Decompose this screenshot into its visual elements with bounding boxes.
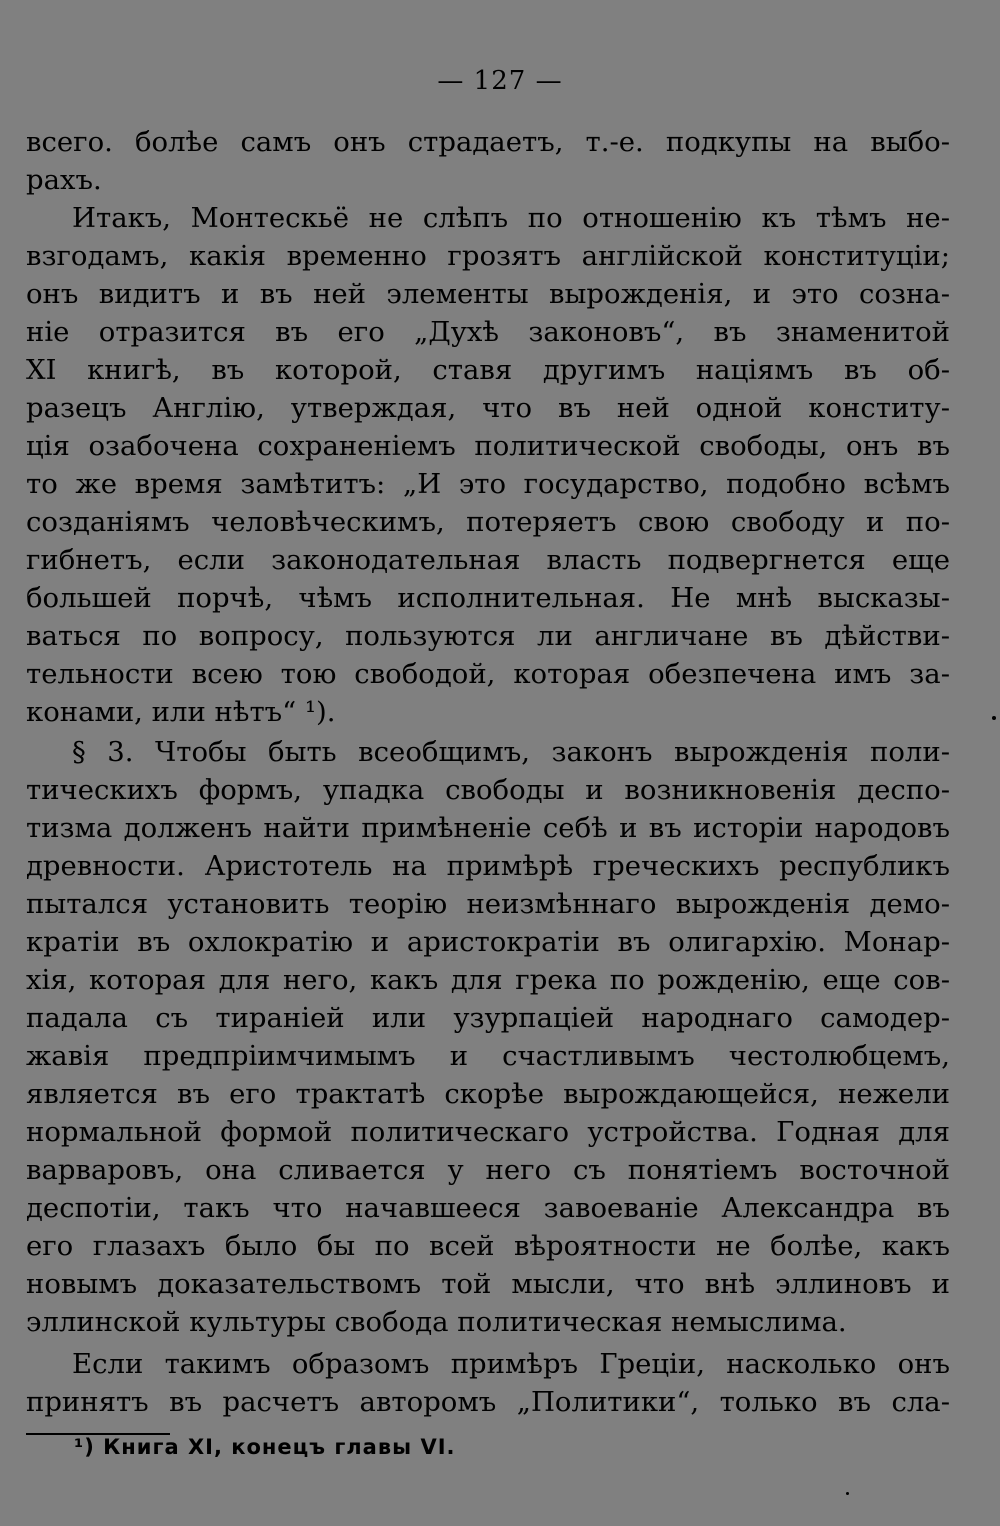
text-line: то же время замѣтитъ: „И это государство, подобно всѣмъ	[26, 468, 950, 500]
footnote: ¹) Книга XI, конецъ главы VI.	[74, 1435, 456, 1459]
text-line: жавія предпріимчимымъ и счастливымъ честолюбцемъ,	[26, 1040, 950, 1072]
text-line: созданіямъ человѣческимъ, потеряетъ свою свободу и по-	[26, 506, 950, 538]
scan-speck	[992, 716, 996, 720]
text-line: гибнетъ, если законодательная власть подвергнется еще	[26, 544, 950, 576]
text-line: является въ его трактатѣ скорѣе вырождающейся, нежели	[26, 1078, 950, 1110]
text-line: падала съ тираніей или узурпаціей народнаго самодер-	[26, 1002, 950, 1034]
text-line: тизма долженъ найти примѣненіе себѣ и въ исторіи народовъ	[26, 812, 950, 844]
text-line: тельности всею тою свободой, которая обезпечена имъ за-	[26, 658, 950, 690]
text-line: деспотіи, такъ что начавшееся завоеваніе Александра въ	[26, 1192, 950, 1224]
text-line: нормальной формой политическаго устройства. Годная для	[26, 1116, 950, 1148]
text-line: конами, или нѣтъ“ ¹).	[26, 696, 336, 728]
text-line: § 3. Чтобы быть всеобщимъ, законъ вырожденія поли-	[72, 736, 950, 768]
text-line: ція озабочена сохраненіемъ политической свободы, онъ въ	[26, 430, 950, 462]
text-line: XI книгѣ, въ которой, ставя другимъ націямъ въ об-	[26, 354, 950, 386]
text-line: хія, которая для него, какъ для грека по рожденію, еще сов-	[26, 964, 950, 996]
text-line: ніе отразится въ его „Духѣ законовъ“, въ знаменитой	[26, 316, 950, 348]
text-line: тическихъ формъ, упадка свободы и возникновенія деспо-	[26, 774, 950, 806]
text-line: принятъ въ расчетъ авторомъ „Политики“, только въ сла-	[26, 1386, 950, 1418]
text-line: пытался установить теорію неизмѣннаго вырожденія демо-	[26, 888, 950, 920]
text-line: новымъ доказательствомъ той мысли, что внѣ эллиновъ и	[26, 1268, 950, 1300]
text-line: онъ видитъ и въ ней элементы вырожденія, и это созна-	[26, 278, 950, 310]
text-line: всего. болѣе самъ онъ страдаетъ, т.-е. подкупы на выбо-	[26, 126, 950, 158]
text-line: разецъ Англію, утверждая, что въ ней одной конститу-	[26, 392, 950, 424]
scan-speck	[846, 1492, 849, 1495]
page-number: — 127 —	[437, 66, 563, 96]
text-line: ваться по вопросу, пользуются ли англичане въ дѣйстви-	[26, 620, 950, 652]
text-line: варваровъ, она сливается у него съ понятіемъ восточной	[26, 1154, 950, 1186]
text-line: Итакъ, Монтескьё не слѣпъ по отношенію къ тѣмъ не-	[72, 202, 950, 234]
text-line: Если такимъ образомъ примѣръ Греціи, насколько онъ	[72, 1348, 950, 1380]
text-line: его глазахъ было бы по всей вѣроятности не болѣе, какъ	[26, 1230, 950, 1262]
text-line: древности. Аристотель на примѣрѣ греческихъ республикъ	[26, 850, 950, 882]
text-line: рахъ.	[26, 164, 102, 196]
text-line: кратіи въ охлократію и аристократіи въ олигархію. Монар-	[26, 926, 950, 958]
text-line: взгодамъ, какія временно грозятъ англійской конституціи;	[26, 240, 950, 272]
text-line: большей порчѣ, чѣмъ исполнительная. Не мнѣ высказы-	[26, 582, 950, 614]
text-line: эллинской культуры свобода политическая немыслима.	[26, 1306, 847, 1338]
